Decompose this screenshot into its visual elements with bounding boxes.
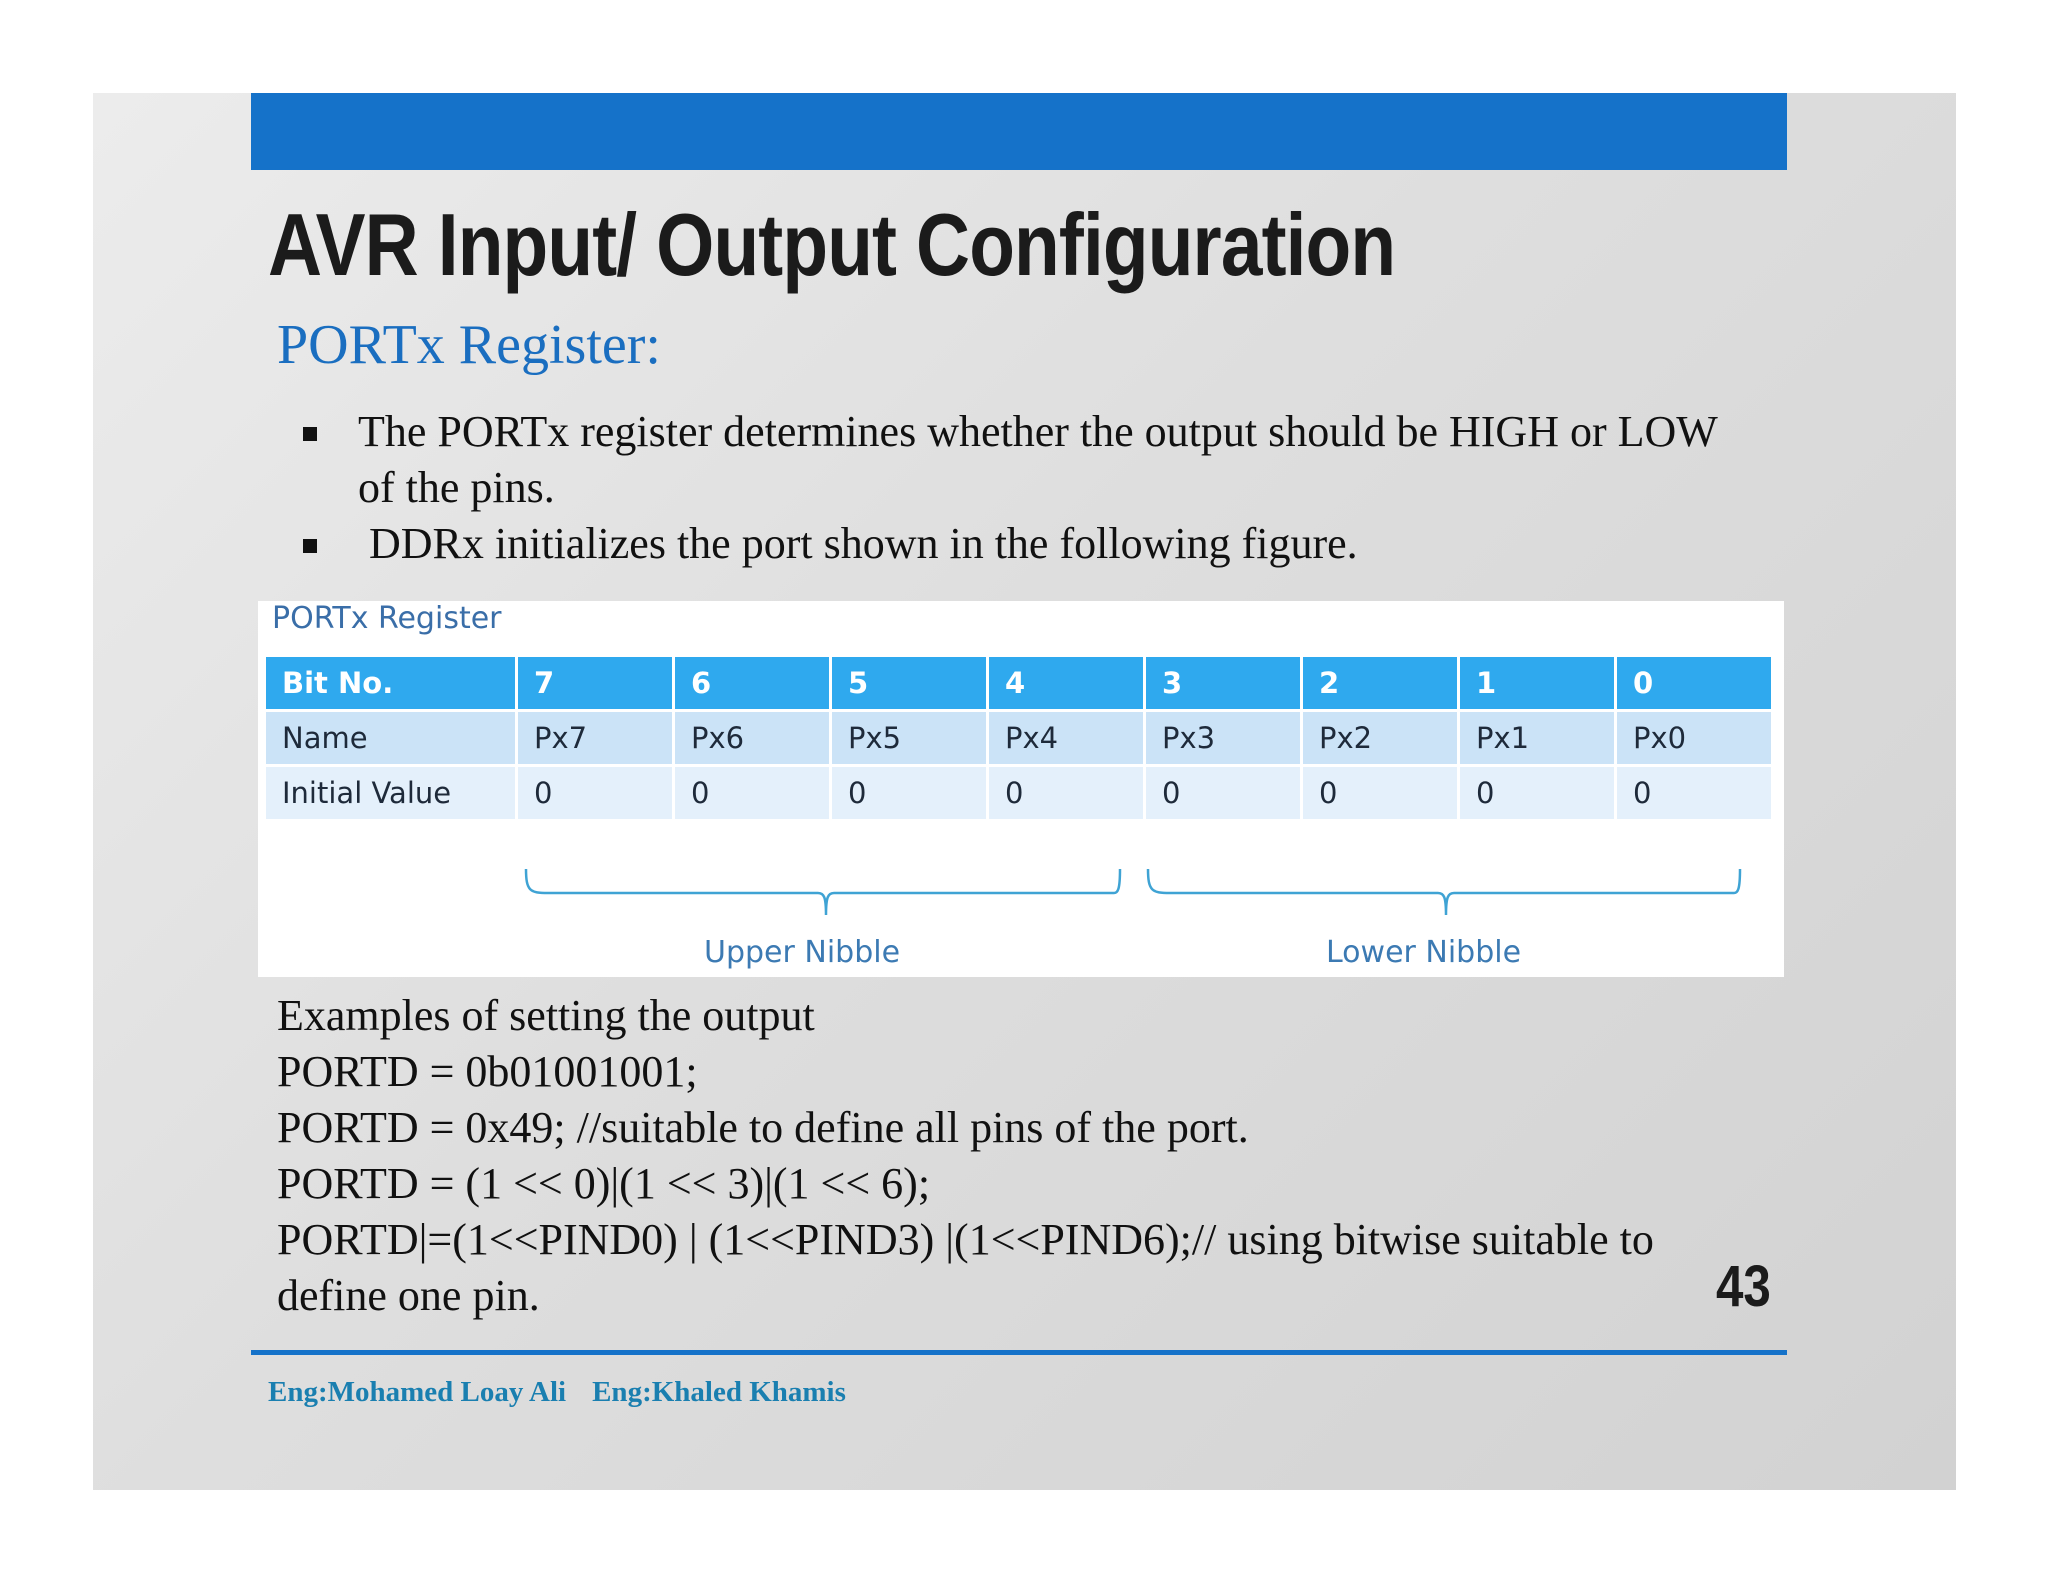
table-cell: 0 [831, 766, 988, 821]
bullet-list [300, 404, 1720, 572]
bullet-text: DDRx initializes the port shown in the following figure. [369, 519, 1358, 568]
portx-register-figure [258, 601, 1784, 977]
figure-caption: PORTx Register [272, 601, 502, 636]
table-cell: 0 [1302, 766, 1459, 821]
code-line: define one pin. [277, 1271, 540, 1320]
table-cell: Px2 [1302, 711, 1459, 766]
square-bullet-icon [303, 427, 317, 441]
lower-nibble-brace-icon [1148, 869, 1740, 915]
code-line: PORTD|=(1<<PIND0) | (1<<PIND3) |(1<<PIND6);// using bitwise suitable to [277, 1215, 1654, 1264]
table-cell: Px3 [1145, 711, 1302, 766]
upper-nibble-brace-icon [526, 869, 1120, 915]
table-cell: 7 [517, 657, 674, 711]
author-name: Eng:Mohamed Loay Ali [268, 1376, 567, 1408]
table-cell: 0 [1616, 766, 1773, 821]
upper-nibble-label: Upper Nibble [704, 935, 901, 970]
table-cell: 4 [988, 657, 1145, 711]
nibble-braces [258, 601, 1784, 977]
code-line: PORTD = (1 << 0)|(1 << 3)|(1 << 6); [277, 1159, 931, 1208]
table-cell: 6 [674, 657, 831, 711]
table-cell: 0 [1616, 657, 1773, 711]
author-name: Eng:Khaled Khamis [592, 1376, 846, 1408]
table-cell: 0 [988, 766, 1145, 821]
footer-authors [268, 1374, 846, 1410]
code-line: PORTD = 0x49; //suitable to define all pins of the port. [277, 1103, 1249, 1152]
footer-divider [251, 1350, 1787, 1355]
bullet-text: The PORTx register determines whether the output should be HIGH or LOW of the pins. [358, 407, 1718, 512]
table-cell: Px4 [988, 711, 1145, 766]
examples-heading: Examples of setting the output [277, 991, 815, 1040]
row-label: Bit No. [266, 657, 517, 711]
table-cell: 1 [1459, 657, 1616, 711]
table-cell: 2 [1302, 657, 1459, 711]
table-cell: 0 [517, 766, 674, 821]
table-cell: 0 [1459, 766, 1616, 821]
page-number: 43 [1716, 1254, 1771, 1319]
table-cell: Px7 [517, 711, 674, 766]
bullet-item [300, 404, 1720, 516]
row-label: Name [266, 711, 517, 766]
section-subtitle: PORTx Register: [277, 314, 661, 376]
slide-title: AVR Input/ Output Configuration [268, 195, 1396, 294]
table-cell: 0 [674, 766, 831, 821]
square-bullet-icon [303, 539, 317, 553]
lower-nibble-label: Lower Nibble [1326, 935, 1522, 970]
table-cell: Px6 [674, 711, 831, 766]
table-cell: Px1 [1459, 711, 1616, 766]
table-cell: Px5 [831, 711, 988, 766]
code-line: PORTD = 0b01001001; [277, 1047, 698, 1096]
bullet-item [300, 516, 1720, 572]
table-cell: Px0 [1616, 711, 1773, 766]
table-cell: 0 [1145, 766, 1302, 821]
table-cell: 3 [1145, 657, 1302, 711]
top-accent-bar [251, 93, 1787, 170]
examples-block [277, 988, 1757, 1324]
table-cell: 5 [831, 657, 988, 711]
row-label: Initial Value [266, 766, 517, 821]
